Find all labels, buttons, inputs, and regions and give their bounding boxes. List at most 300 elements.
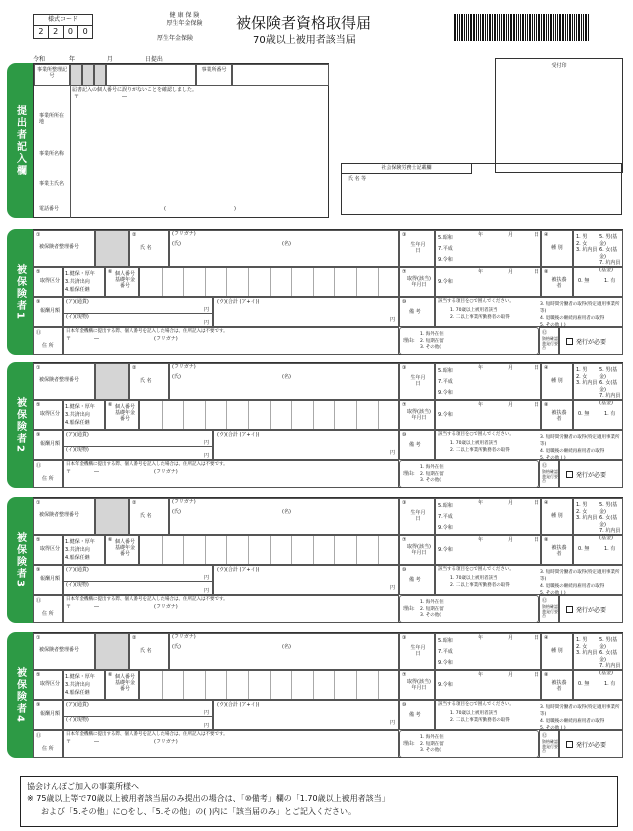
mynumber-label: 個人番号 — [114, 674, 135, 680]
sharo-name-label: 氏 名 等 — [348, 176, 367, 182]
sex-label: 種 別 — [551, 513, 563, 519]
remarks-option: 5. その他 ( ) — [540, 456, 566, 461]
sharo-box — [341, 163, 622, 215]
office-code-cell[interactable] — [82, 64, 94, 86]
cert-option[interactable] — [559, 595, 623, 623]
dependent-options[interactable] — [573, 670, 623, 700]
yen-label: 円 — [390, 450, 396, 456]
office-name-label: 事業所名称 — [39, 151, 65, 157]
dependent-yes: 1. 有 — [604, 681, 616, 687]
insured-tab-number: 2 — [14, 444, 26, 454]
insured-block — [33, 497, 623, 623]
dob-year: 年 — [478, 365, 484, 371]
remarks-options[interactable] — [435, 700, 623, 730]
submission-era: 令和 — [33, 56, 46, 63]
wage-label: 報酬月額 — [40, 308, 61, 314]
postal-dash: ― — [94, 469, 99, 475]
barcode-bar — [548, 14, 549, 41]
insured-id-cell: ① 被保険者整理番号 — [33, 633, 95, 670]
sex-option: 2. 女 — [576, 373, 588, 380]
mynumber-input[interactable] — [139, 400, 399, 430]
acq-day: 日 — [534, 537, 540, 543]
insured-id-input[interactable] — [95, 230, 129, 267]
remarks-label: 備 考 — [409, 309, 421, 315]
insured-id-input[interactable] — [95, 633, 129, 670]
insured-name-label-cell: ② 氏 名 — [129, 230, 169, 267]
digit-divider — [313, 536, 314, 564]
form-code-box — [33, 14, 93, 39]
insured-name-input[interactable] — [169, 498, 399, 535]
acq-type-option: 3.共済出向 — [65, 412, 90, 418]
wage-cash-label: (ア)(通貨) — [66, 432, 89, 438]
cert-checkbox[interactable] — [566, 606, 573, 613]
barcode-bar — [557, 14, 558, 41]
digit-divider — [378, 536, 379, 564]
acq-type-option: 1.健保・厚年 — [65, 539, 95, 545]
form-code-digit: 0 — [82, 27, 88, 36]
dob-input[interactable] — [435, 633, 541, 670]
acq-date-input[interactable] — [435, 535, 541, 565]
sex-label: 種 別 — [551, 648, 563, 654]
mynumber-input[interactable] — [139, 535, 399, 565]
wage-total-label: (ウ)(合計 (ア+イ)) — [217, 567, 260, 573]
insured-id-input[interactable] — [95, 363, 129, 400]
remarks-label-cell: ⑩ 備 考 — [399, 430, 435, 460]
insurance-type-pension-2: 厚生年金保険 — [157, 35, 194, 42]
sex-label-cell: ④ 種 別 — [541, 633, 573, 670]
barcode-bar — [454, 14, 456, 41]
address-input[interactable] — [63, 327, 399, 355]
mynumber-label-cell: ⑥ 個人番号 基礎年金番号 — [105, 535, 139, 565]
reason-label: 理由: — [403, 338, 415, 344]
address-note: 日本年金機構に提出する際、個人番号を記入した場合は、住所記入は不要です。 — [66, 732, 228, 737]
sex-options[interactable] — [573, 498, 623, 541]
acq-type-option: 4.船保任継 — [65, 287, 90, 293]
remarks-options[interactable] — [435, 565, 623, 595]
furigana-label: (フリガナ) — [172, 499, 196, 505]
mynumber-input[interactable] — [139, 267, 399, 297]
dependent-yes: 1. 有 — [604, 546, 616, 552]
acq-type-option: 4.船保任継 — [65, 690, 90, 696]
dependent-no: 0. 無 — [578, 278, 590, 284]
sex-label-cell: ④ 種 別 — [541, 498, 573, 535]
postal-dash: ― — [94, 739, 99, 745]
digit-divider — [183, 536, 184, 564]
acq-type-options[interactable] — [63, 670, 105, 700]
sex-option: 3. 坑内員 — [576, 380, 598, 386]
wage-input[interactable] — [63, 430, 213, 460]
remarks-label-cell: ⑩ 備 考 — [399, 565, 435, 595]
yen-label: 円 — [390, 585, 396, 591]
remarks-option: 2. 二以上事業所勤務者の取得 — [450, 315, 510, 320]
digit-divider — [205, 536, 206, 564]
reason-box[interactable] — [399, 730, 539, 758]
office-number-label: 事業所番号 — [196, 64, 232, 86]
cert-option[interactable] — [559, 460, 623, 488]
acq-date-label-cell: ⑦ 取得(該当)年月日 — [399, 400, 435, 430]
cert-checkbox[interactable] — [566, 741, 573, 748]
reason-option: 1. 海外在住 — [420, 600, 444, 605]
address-label: 住 所 — [42, 611, 54, 617]
wage-total-label: (ウ)(合計 (ア+イ)) — [217, 702, 260, 708]
acq-date-label: 取得(該当)年月日 — [407, 679, 431, 691]
dob-label-cell: ③ 生年月日 — [399, 633, 435, 670]
digit-divider — [226, 671, 227, 699]
dependent-label: 被扶養者 — [551, 545, 567, 557]
barcode-bar — [468, 14, 469, 41]
digit-divider — [291, 536, 292, 564]
digit-divider — [248, 536, 249, 564]
insured-name-label-cell: ② 氏 名 — [129, 633, 169, 670]
acq-type-options[interactable] — [63, 400, 105, 430]
acq-type-option: 1.健保・厚年 — [65, 404, 95, 410]
address-input[interactable] — [63, 595, 399, 623]
acq-type-option: 4.船保任継 — [65, 555, 90, 561]
insured-tab — [7, 497, 33, 623]
barcode-bar — [536, 14, 537, 41]
address-input[interactable] — [63, 730, 399, 758]
address-note: 日本年金機構に提出する際、個人番号を記入した場合は、住所記入は不要です。 — [66, 329, 228, 334]
remarks-option: 2. 二以上事業所勤務者の取得 — [450, 448, 510, 453]
yen-label: 円 — [204, 307, 210, 313]
insured-name-label: 氏 名 — [140, 378, 152, 384]
digit-divider — [270, 536, 271, 564]
barcode-bar — [583, 14, 584, 41]
address-label: 住 所 — [42, 476, 54, 482]
sex-options[interactable] — [573, 633, 623, 676]
barcode-bar — [578, 14, 580, 41]
barcode-bar — [499, 14, 500, 41]
cert-label: 資格確認書発行要否 — [542, 469, 558, 484]
dob-input[interactable] — [435, 363, 541, 400]
sex-option: 1. 男 — [576, 502, 588, 508]
barcode-bar — [482, 14, 484, 41]
insured-id-label: 被保険者整理番号 — [39, 512, 80, 518]
acq-month: 月 — [508, 269, 514, 275]
acq-type-options[interactable] — [63, 267, 105, 297]
remarks-label-cell: ⑩ 備 考 — [399, 700, 435, 730]
wage-total-label: (ウ)(合計 (ア+イ)) — [217, 299, 260, 305]
barcode-bar — [459, 14, 460, 41]
acq-type-label-cell: ⑤ 取得区分 — [33, 535, 63, 565]
phone-paren-close: ) — [234, 206, 236, 212]
furigana-label: (フリガナ) — [154, 469, 178, 475]
dependent-yes: 1. 有 — [604, 278, 616, 284]
era-showa: 5.昭和 — [438, 235, 453, 241]
sex-option: 5. 男(基金) — [599, 367, 618, 380]
address-note: 日本年金機構に提出する際、個人番号を記入した場合は、住所記入は不要です。 — [66, 597, 228, 602]
postal-mark: 〒 — [66, 604, 72, 610]
digit-divider — [313, 268, 314, 296]
footer-line2: ※ 75歳以上等で70歳以上被用者該当届のみ提出の場合は、「⑩備考」欄の「1.70歳以上被用者該当」 — [27, 794, 390, 804]
reason-option: 3. その他( — [420, 613, 441, 618]
wage-label-cell: ⑨ 報酬月額 — [33, 297, 63, 327]
acq-era: 9.令和 — [438, 547, 453, 553]
sex-option: (基金) — [599, 534, 613, 541]
sex-option: 7. 坑内員 — [599, 663, 621, 669]
barcode-bar — [559, 14, 561, 41]
digit-divider — [291, 671, 292, 699]
dob-label-cell: ③ 生年月日 — [399, 498, 435, 535]
dependent-label-cell: ⑧ 被扶養者 — [541, 535, 573, 565]
barcode-bar — [562, 14, 564, 41]
acq-year: 年 — [478, 672, 484, 678]
insured-name-input[interactable] — [169, 633, 399, 670]
submitter-tab: 提出者記入欄 — [7, 63, 33, 218]
wage-input[interactable] — [63, 565, 213, 595]
digit-divider — [313, 401, 314, 429]
acq-month: 月 — [508, 402, 514, 408]
remarks-option: 4. 退職後の継続再雇用者の取得 — [540, 584, 605, 589]
barcode-bar — [529, 14, 531, 41]
acq-year: 年 — [478, 402, 484, 408]
insured-id-label: 被保険者整理番号 — [39, 377, 80, 383]
digit-divider — [162, 401, 163, 429]
given-name-label: (名) — [282, 644, 291, 650]
sex-option: 7. 坑内員 — [599, 393, 621, 399]
address-input[interactable] — [63, 460, 399, 488]
cert-option-label: 発行が必要 — [576, 607, 607, 614]
era-showa: 5.昭和 — [438, 503, 453, 509]
acq-type-label-cell: ⑤ 取得区分 — [33, 267, 63, 297]
page-subtitle: 70歳以上被用者該当届 — [253, 35, 356, 46]
dependent-label: 被扶養者 — [551, 410, 567, 422]
insured-id-input[interactable] — [95, 498, 129, 535]
barcode-bar — [457, 14, 458, 41]
reason-label: 理由: — [403, 471, 415, 477]
furigana-label: (フリガナ) — [172, 364, 196, 370]
digit-divider — [378, 268, 379, 296]
cert-checkbox[interactable] — [566, 338, 573, 345]
dob-input[interactable] — [435, 498, 541, 535]
received-stamp-box — [495, 58, 623, 173]
dob-day: 日 — [534, 232, 540, 238]
barcode-bar — [538, 14, 540, 41]
barcode-bar — [532, 14, 533, 41]
cert-label-cell: ⑫ 資格確認書発行要否 — [539, 595, 559, 623]
remarks-option: 3. 短時間労働者の取得(特定適用事業所等) — [540, 570, 620, 582]
insured-id-label: 被保険者整理番号 — [39, 244, 80, 250]
sex-options[interactable] — [573, 230, 623, 273]
digit-divider — [270, 671, 271, 699]
remarks-header: 該当する項目を○で囲んでください。 — [438, 702, 514, 707]
acq-type-option: 1.健保・厚年 — [65, 271, 95, 277]
barcode-bar — [546, 14, 547, 41]
acq-date-input[interactable] — [435, 267, 541, 297]
yen-label: 円 — [390, 720, 396, 726]
wage-kind-label: (イ)(現物) — [66, 447, 89, 453]
phone-paren-open: ( — [164, 206, 166, 212]
insurance-type-pension: 厚生年金保険 — [166, 19, 203, 27]
barcode-bar — [520, 14, 521, 41]
digit-divider — [313, 671, 314, 699]
submitter-body — [34, 86, 329, 218]
wage-total-input[interactable] — [213, 297, 399, 327]
wage-total-label: (ウ)(合計 (ア+イ)) — [217, 432, 260, 438]
furigana-label: (フリガナ) — [154, 604, 178, 610]
barcode-bar — [485, 14, 486, 41]
barcode-bar — [527, 14, 528, 41]
digit-divider — [248, 671, 249, 699]
reason-option: 3. その他( — [420, 345, 441, 350]
barcode-bar — [585, 14, 587, 41]
wage-label: 報酬月額 — [40, 576, 61, 582]
digit-divider — [334, 268, 335, 296]
furigana-label: (フリガナ) — [172, 634, 196, 640]
remarks-label-cell: ⑩ 備 考 — [399, 297, 435, 327]
yen-label: 円 — [204, 723, 210, 729]
barcode-bar — [461, 14, 463, 41]
yen-label: 円 — [204, 575, 210, 581]
basic-pension-label: 基礎年金番号 — [114, 544, 135, 557]
era-heisei: 7.平成 — [438, 379, 453, 385]
digit-divider — [226, 401, 227, 429]
office-code-cell[interactable] — [94, 64, 106, 86]
dob-label: 生年月日 — [410, 375, 426, 387]
era-heisei: 7.平成 — [438, 246, 453, 252]
postal-mark: 〒 — [66, 469, 72, 475]
reason-box[interactable] — [399, 327, 539, 355]
address-label-cell: ⑪ 住 所 — [33, 730, 63, 758]
wage-kind-label: (イ)(現物) — [66, 717, 89, 723]
wage-cash-label: (ア)(通貨) — [66, 567, 89, 573]
form-code-digit: 2 — [34, 26, 49, 38]
basic-pension-label: 基礎年金番号 — [114, 409, 135, 422]
remarks-option: 3. 短時間労働者の取得(特定適用事業所等) — [540, 435, 620, 447]
acq-date-input[interactable] — [435, 400, 541, 430]
acq-era: 9.令和 — [438, 682, 453, 688]
mynumber-input[interactable] — [139, 670, 399, 700]
dependent-no: 0. 無 — [578, 546, 590, 552]
dob-input[interactable] — [435, 230, 541, 267]
acq-type-label: 取得区分 — [40, 681, 61, 687]
form-code-digits — [34, 26, 92, 38]
sex-option: 2. 女 — [576, 643, 588, 650]
cert-option-label: 発行が必要 — [576, 472, 607, 479]
digit-divider — [205, 401, 206, 429]
digit-divider — [183, 268, 184, 296]
reason-label: 理由: — [403, 741, 415, 747]
barcode-bar — [473, 14, 475, 41]
remarks-option: 2. 二以上事業所勤務者の取得 — [450, 718, 510, 723]
acq-day: 日 — [534, 402, 540, 408]
remarks-option: 3. 短時間労働者の取得(特定適用事業所等) — [540, 705, 620, 717]
wage-kind-label: (イ)(現物) — [66, 582, 89, 588]
barcode-bar — [555, 14, 556, 41]
mynumber-label: 個人番号 — [114, 271, 135, 277]
remarks-option: 1. 70歳以上被用者該当 — [450, 441, 498, 446]
wage-input[interactable] — [63, 700, 213, 730]
insured-name-input[interactable] — [169, 363, 399, 400]
dob-year: 年 — [478, 232, 484, 238]
submission-date-row — [33, 54, 163, 63]
form-code-digit: 2 — [49, 26, 64, 38]
dob-year: 年 — [478, 635, 484, 641]
phone-label: 電話番号 — [39, 206, 60, 212]
wage-total-input[interactable] — [213, 700, 399, 730]
dependent-options[interactable] — [573, 535, 623, 565]
form-code-label: 様式コード — [34, 15, 92, 26]
acq-type-options[interactable] — [63, 535, 105, 565]
sex-option: 2. 女 — [576, 240, 588, 247]
dependent-options[interactable] — [573, 400, 623, 430]
dependent-options[interactable] — [573, 267, 623, 297]
surname-label: (氏) — [172, 644, 181, 650]
surname-label: (氏) — [172, 241, 181, 247]
insured-name-label-cell: ② 氏 名 — [129, 363, 169, 400]
wage-total-input[interactable] — [213, 565, 399, 595]
acq-date-label: 取得(該当)年月日 — [407, 409, 431, 421]
office-code-input[interactable] — [106, 64, 196, 86]
remarks-header: 該当する項目を○で囲んでください。 — [438, 299, 514, 304]
insured-tab — [7, 362, 33, 488]
acq-date-input[interactable] — [435, 670, 541, 700]
barcode-bar — [464, 14, 465, 41]
reason-box[interactable] — [399, 595, 539, 623]
submission-year: 年 — [68, 56, 75, 63]
sex-option: (基金) — [599, 266, 613, 273]
mynumber-label: 個人番号 — [114, 539, 135, 545]
office-code-cell[interactable] — [70, 64, 82, 86]
reason-box[interactable] — [399, 460, 539, 488]
digit-divider — [270, 401, 271, 429]
acq-type-label: 取得区分 — [40, 411, 61, 417]
insured-name-label: 氏 名 — [140, 513, 152, 519]
acq-type-label-cell: ⑤ 取得区分 — [33, 400, 63, 430]
yen-label: 円 — [204, 588, 210, 594]
sex-option: 3. 坑内員 — [576, 247, 598, 253]
furigana-label: (フリガナ) — [154, 336, 178, 342]
sex-label-cell: ④ 種 別 — [541, 363, 573, 400]
cert-option[interactable] — [559, 327, 623, 355]
insured-id-cell: ① 被保険者整理番号 — [33, 498, 95, 535]
digit-divider — [334, 671, 335, 699]
insured-name-input[interactable] — [169, 230, 399, 267]
insured-tab — [7, 632, 33, 758]
page-title: 被保険者資格取得届 — [236, 14, 372, 32]
sex-options[interactable] — [573, 363, 623, 406]
era-reiwa: 9.令和 — [438, 525, 453, 531]
dob-label: 生年月日 — [410, 242, 426, 254]
dob-month: 月 — [508, 365, 514, 371]
insured-block — [33, 229, 623, 355]
remarks-options[interactable] — [435, 297, 623, 327]
reason-option: 3. その他( — [420, 748, 441, 753]
remarks-option: 1. 70歳以上被用者該当 — [450, 576, 498, 581]
cert-option[interactable] — [559, 730, 623, 758]
dependent-label: 被扶養者 — [551, 680, 567, 692]
insured-tab-number: 3 — [14, 579, 26, 589]
sex-option: 3. 坑内員 — [576, 650, 598, 656]
wage-total-input[interactable] — [213, 430, 399, 460]
wage-cash-label: (ア)(通貨) — [66, 702, 89, 708]
barcode-bar — [572, 14, 573, 41]
acq-type-label-cell: ⑤ 取得区分 — [33, 670, 63, 700]
remarks-option: 1. 70歳以上被用者該当 — [450, 308, 498, 313]
surname-label: (氏) — [172, 509, 181, 515]
sex-option: 6. 女(基金) — [599, 515, 618, 528]
remarks-options[interactable] — [435, 430, 623, 460]
reason-option: 2. 短期在留 — [420, 471, 444, 477]
insured-block — [33, 362, 623, 488]
era-showa: 5.昭和 — [438, 638, 453, 644]
postal-dash: ― — [122, 94, 127, 100]
barcode-bar — [506, 14, 507, 41]
wage-input[interactable] — [63, 297, 213, 327]
office-number-input[interactable] — [232, 64, 329, 86]
dependent-yes: 1. 有 — [604, 411, 616, 417]
cert-checkbox[interactable] — [566, 471, 573, 478]
